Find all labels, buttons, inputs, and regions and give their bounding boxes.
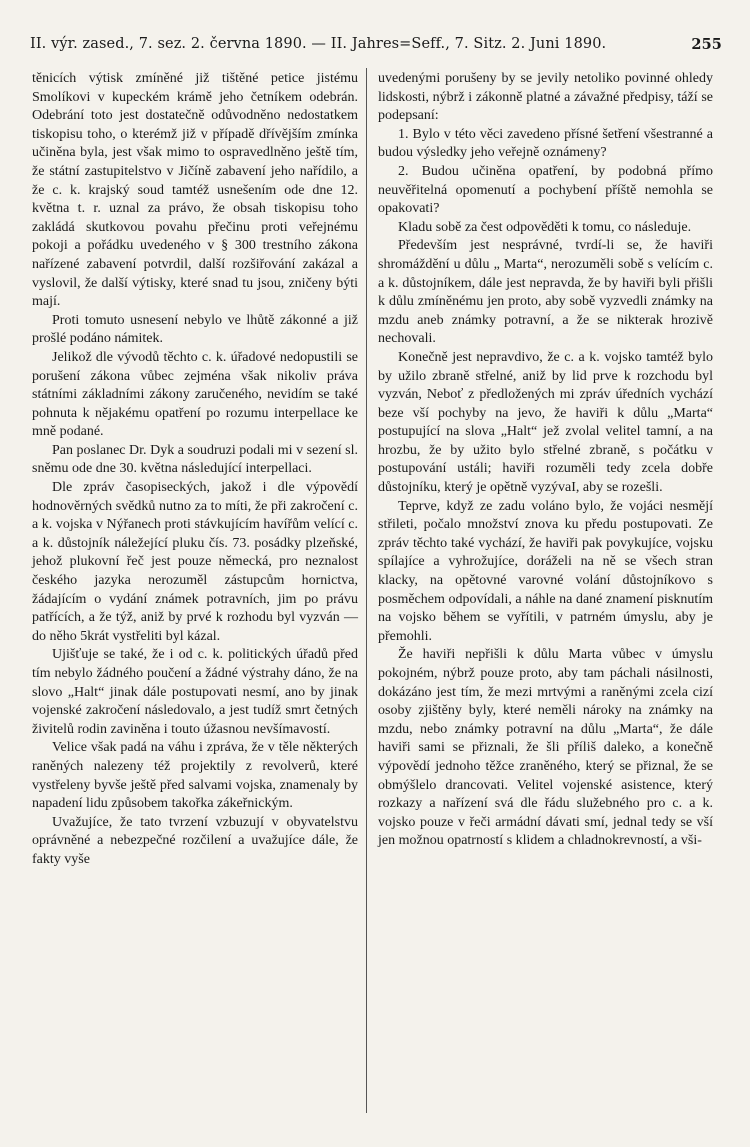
paragraph: Uvažujíce, že tato tvrzení vzbuzují v obyvatelstvu oprávněné a nebezpečné rozčilení a uvažujíce dále, že fakty vyše [32, 814, 358, 867]
header-title: II. výr. zased., 7. sez. 2. června 1890. — II. Jahres=Seff., 7. Sitz. 2. Juni 1890. [30, 36, 607, 52]
left-column [32, 70, 358, 870]
column-divider [366, 68, 367, 1113]
paragraph: Především jest nesprávné, tvrdí-li se, že haviři shromáždění u důlu „ Marta“, nerozuměli sobě s velícím c. a k. důstojníkem, dále jest nepravda, že by haviři byli přišli k důlu zmíněnému jen proto, aby sobě vyzvedli známky na mzdu aneb známky potravní, a že se nikterak hrozivě nechovali. [378, 238, 713, 347]
running-header [30, 36, 722, 53]
paragraph: Kladu sobě za čest odpověděti k tomu, co následuje. [398, 219, 692, 235]
paragraph: Velice však padá na váhu i zpráva, že v těle některých raněných nalezeny též projektily z revolverů, které vystřeleny byvše ještě před salvami vojska, znamenaly by napadení lidu způsobem takořka zákeřnickým. [32, 740, 358, 812]
paragraph: Dle zpráv časopiseckých, jakož i dle výpovědí hodnověrných svědků nutno za to míti, že při zakročení c. a k. vojska v Nýřanech proti stávkujícím havířům velící c. a k. důstojník náležející pluku čís. 73. posádky plzeňské, jehož plukovní řeč jest pouze německá, pro neznalost českého jazyka nerozuměl zástupcům hornictva, žádajícím o vydání známek potravních, jim po právu patřících, a že týž, aniž by prvé k rozhodu byl vyzván — do něho 5krát vystřeliti byl kázal. [32, 480, 358, 644]
paragraph: těnicích výtisk zmíněné již tištěné petice jistému Smolíkovi v kupeckém krámě jeho četníkem odebrán. Odebrání toto jest dostatečně odůvodněno nedostatkem tiskopisu toho, o kterémž již v případě dřívějším zmínka učiněna byla, jest však mimo to ospravedlněno ještě tím, že státní zastupitelstvo v Jičíně zabavení jeho nařídilo, a že c. k. krajský soud tamtéž usnešením ode dne 12. května t. r. uznal za právo, že obsah tiskopisu toho zakládá skutkovou povahu přečinu proti veřejnému pokoji a pořádku uvedeného v § 300 trestního zákona nařízené zabavení potvrdil, další rozšiřování zakázal a vyslovil, že další výtisky, které snad tu jsou, zničeny býti mají. [32, 71, 358, 310]
paragraph: Že haviři nepřišli k důlu Marta vůbec v úmyslu pokojném, nýbrž pouze proto, aby tam páchali násilnosti, dokázáno jest tím, že mezi mrtvými a raněnými zcela cizí osoby zjištěny byly, které neměli nároky na známky na mzdu, nebo známky potravní na důlu „Marta“, že dále haviři sami se přiznali, že šli příliš daleko, a konečně výpovědí jednoho těžce zraněného, který se přiznal, že se obmýšlelo drancovati. Velitel vojenské asistence, který rozkazy a nařízení svá dle řádu služebného pro c. a k. vojsko pouze v řeči armádní dávati smí, jednal tedy se vší jen možnou opatrností s klidem a chladnokrevností, a vši- [378, 647, 713, 849]
paragraph: Proti tomuto usnesení nebylo ve lhůtě zákonné a již prošlé podáno námitek. [32, 312, 358, 347]
paragraph: uvedenými porušeny by se jevily netoliko povinné ohledy lidskosti, nýbrž i zákonně platné a závažné předpisy, táží se podepsaní: [378, 71, 713, 124]
paragraph: Konečně jest nepravdivo, že c. a k. vojsko tamtéž bylo by užilo zbraně střelné, aniž by lid prve k rozchodu byl vyzván, Neboť z předložených mi zpráv úředních vychází beze vší pochyby na jevo, že haviři k důlu „Marta“ postupující na slova „Halt“ jež zvolal velitel tamní, a na hrozbu, že by užito bylo střelné zbraně, s počátku v postupování ustáli; haviři rozuměli tedy zcela dobře důstojníku, který je opětně vyzývaI, aby se rozešli. [378, 349, 713, 496]
paragraph: 1. Bylo v této věci zavedeno přísné šetření všestranné a budou výsledky jeho veřejně oznámeny? [378, 126, 713, 161]
paragraph: Teprve, když ze zadu voláno bylo, že vojáci nesmějí střileti, počalo množství znova ku předu postupovati. Ze zpráv těchto také vychází, že haviři pak povykujíce, vojsku spílajíce a vyhrožujíce, doráželi na ně se všech stran klacky, na opětovné varovné volání důstojníkovo s posměchem odpovídali, a náhle na dané znamení pisknutím na vojsko během se vyřítili, v patrném úmyslu, aby je přemohli. [378, 498, 713, 644]
paragraph: 2. Budou učiněna opatření, by podobná přímo neuvěřitelná opomenutí a pochybení příště nemohla se opakovati? [378, 163, 713, 217]
right-column [378, 70, 713, 851]
paragraph: Jelikož dle vývodů těchto c. k. úřadové nedopustili se porušení zákona vůbec zejména však nikoliv práva státními základními zákony zaručeného, nevidím se také pohnuta k nějakému opatření po rozumu interpellace ke mně podané. [32, 349, 358, 440]
paragraph: Ujišťuje se také, že i od c. k. politických úřadů před tím nebylo žádného poučení a žádné výstrahy dáno, že na slovo „Halt“ jinak dále postupovati nesmí, ano by jinak vojenské zakročení následovalo, a jest tudíž smrt četných živitelů rodin zaviněna i touto úžasnou nevšímavostí. [32, 647, 358, 737]
page-number: 255 [691, 36, 722, 53]
paragraph: Pan poslanec Dr. Dyk a soudruzi podali mi v sezení sl. sněmu ode dne 30. května následující interpellaci. [32, 442, 358, 477]
